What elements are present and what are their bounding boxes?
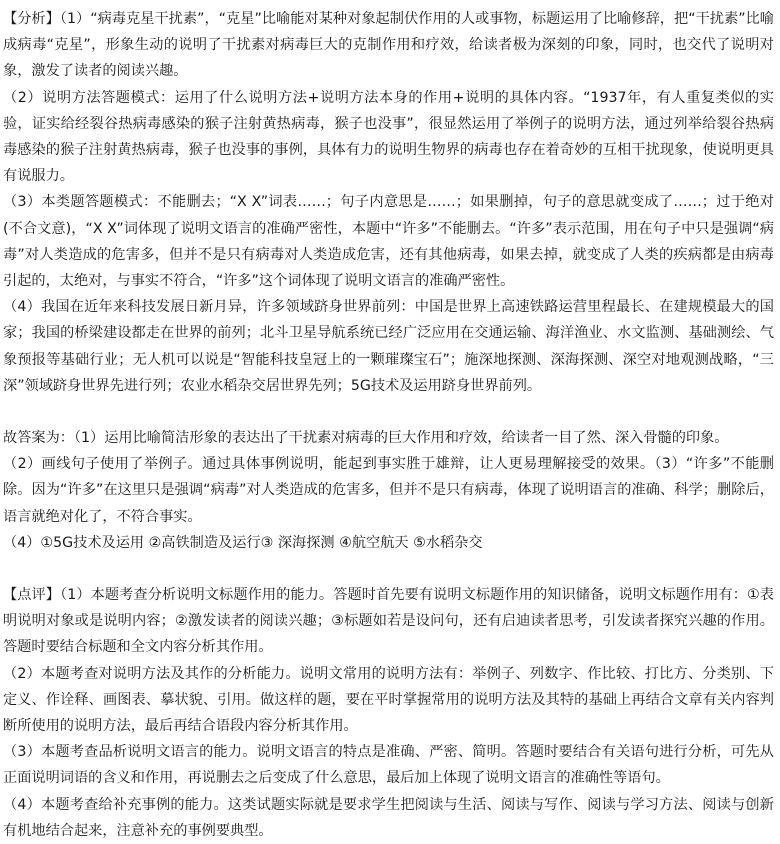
section-spacer bbox=[3, 399, 774, 425]
comment-paragraph-1: 【点评】（1）本题考查分析说明文标题作用的能力。答题时首先要有说明文标题作用的知识储备，说明文标题作用有：①表明说明对象或是说明内容；②激发读者的阅读兴趣；③标题如若是设问句，还有启迪读者思考，引发读者探究兴趣的作用。答题时要结合标题和全文内容分析其作用。 bbox=[3, 587, 774, 656]
comment-paragraph-4: （4）本题考查给补充事例的能力。这类试题实际就是要求学生把阅读与生活、阅读与写作、阅读与学习方法、阅读与创新有机地结合起来，注意补充的事例要典型。 bbox=[3, 796, 774, 839]
answer-paragraph-1: 故答案为：（1）运用比喻简洁形象的表达出了干扰素对病毒的巨大作用和疗效，给读者一目了然、深入骨髓的印象。 bbox=[3, 430, 729, 447]
analysis-paragraph-4: （4）我国在近年来科技发展日新月异，许多领域跻身世界前列：中国是世界上高速铁路运营里程最长、在建规模最大的国家；我国的桥梁建设都走在世界的前列；北斗卫星导航系统已经广泛应用在交通运输、海洋渔业、水文监测、基础测绘、气象预报等基础行业；无人机可以说是“智能科技皇冠上的一颗璀璨宝石”；施深地探测、深海探测、深空对地观测战略，“三深”领域跻身世界先进行列；农业水稻杂交居世界先列；5G技术及运用跻身世界前列。 bbox=[3, 299, 774, 394]
comment-paragraph-3: （3）本题考查品析说明文语言的能力。说明文语言的特点是准确、严密、简明。答题时要结合有关语句进行分析，可先从正面说明词语的含义和作用，再说删去之后变成了什么意思，最后加上体现了说明文语言的准确性等语句。 bbox=[3, 744, 774, 787]
comment-section bbox=[3, 582, 774, 844]
comment-paragraph-2: （2）本题考查对说明方法及其作的分析能力。说明文常用的说明方法有：举例子、列数字、作比较、打比方、分类别、下定义、作诠释、画图表、摹状貌、引用。做这样的题，要在平时掌握常用的说明方法及其特的基础上再结合文章有关内容判断所使用的说明方法，最后再结合语段内容分析其作用。 bbox=[3, 665, 774, 735]
section-spacer bbox=[3, 556, 774, 582]
answer-paragraph-2: （2）画线句子使用了举例子。通过具体事例说明，能起到事实胜于雄辩，让人更易理解接受的效果。（3）“许多”不能删除。因为“许多”在这里只是强调“病毒”对人类造成的危害多，但并不是只有病毒，体现了说明语言的准确、科学；删除后，语言就绝对化了，不符合事实。 bbox=[3, 456, 774, 525]
analysis-section bbox=[3, 6, 774, 399]
analysis-paragraph-3: （3）本类题答题模式：不能删去；“X X”词表……；句子内意思是……；如果删掉，句子的意思就变成了……；过于绝对(不合文意)，“X X”词体现了说明文语言的准确严密性，本题中“许多”不能删去。“许多”表示范围，用在句子中只是强调“病毒”对人类造成的危害多，但并不是只有病毒对人类造成危害，还有其他病毒，如果去掉，就变成了人类的疾病都是由病毒引起的，太绝对，与事实不符合，“许多”这个词体现了说明文语言的准确严密性。 bbox=[3, 194, 774, 290]
answer-section bbox=[3, 425, 774, 556]
answer-paragraph-3: （4）①5G技术及运用 ②高铁制造及运行③ 深海探测 ④航空航天 ⑤水稻杂交 bbox=[3, 534, 483, 551]
analysis-paragraph-1: 【分析】（1）“病毒克星干扰素”，“克星”比喻能对某种对象起制伏作用的人或事物，标题运用了比喻修辞，把“干扰素”比喻成病毒“克星”，形象生动的说明了干扰素对病毒巨大的克制作用和疗效，给读者极为深刻的印象，同时，也交代了说明对象，激发了读者的阅读兴趣。 bbox=[3, 11, 774, 80]
analysis-paragraph-2: （2）说明方法答题模式：运用了什么说明方法+说明方法本身的作用+说明的具体内容。“1937年，有人重复类似的实验，证实给经裂谷热病毒感染的猴子注射黄热病毒，猴子也没事”，很显然运用了举例子的说明方法，通过列举给裂谷热病毒感染的猴子注射黄热病毒，猴子也没事的事例，具体有力的说明生物界的病毒也存在着奇妙的互相干扰现象，使说明更具有说服力。 bbox=[3, 89, 774, 185]
